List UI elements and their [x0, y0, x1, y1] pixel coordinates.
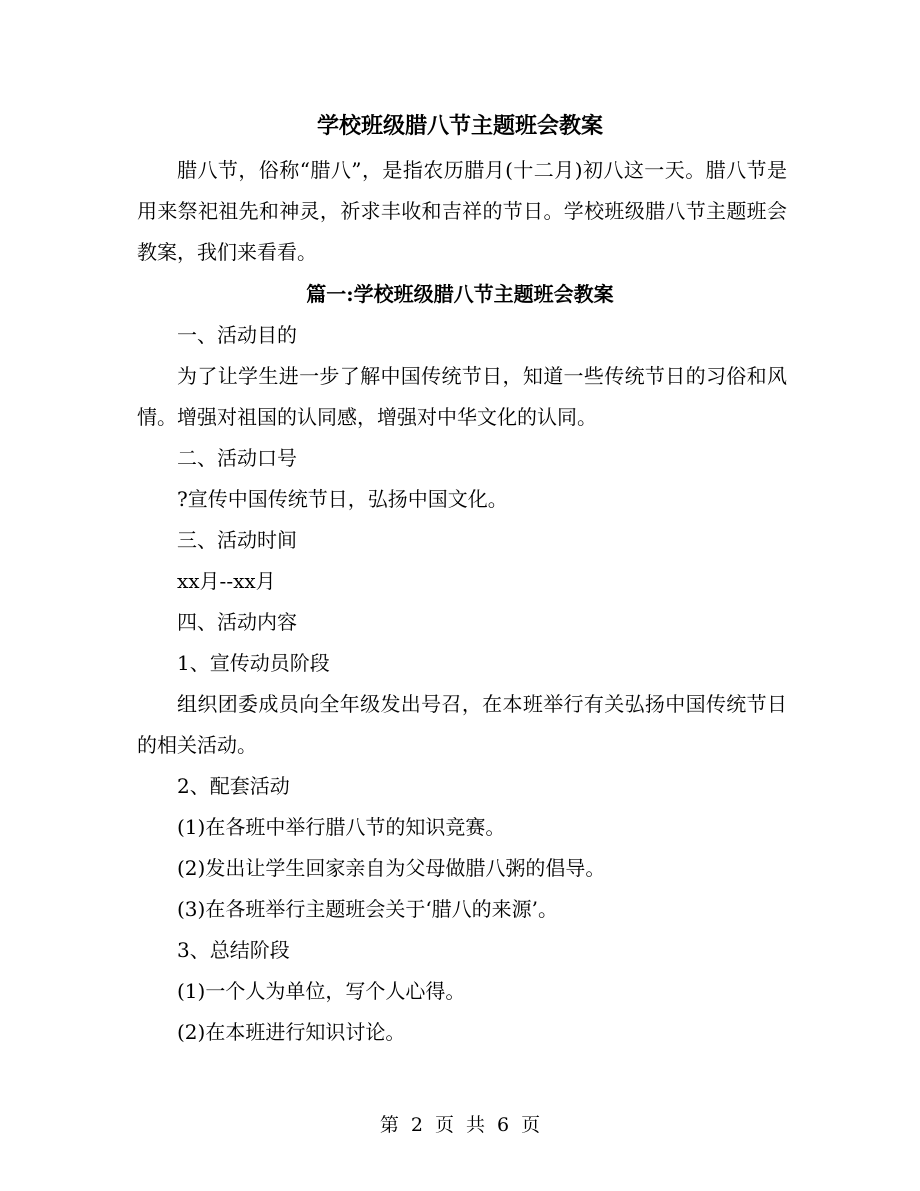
paragraph-heading: 四、活动内容	[177, 610, 297, 634]
paragraph-heading: 一、活动目的	[177, 323, 297, 347]
paragraph: (1)在各班中举行腊八节的知识竞赛。	[177, 815, 506, 839]
paragraph: (2)发出让学生回家亲自为父母做腊八粥的倡导。	[177, 856, 606, 880]
paragraph-heading: 2、配套活动	[177, 774, 290, 798]
section-subtitle: 篇一:学校班级腊八节主题班会教案	[306, 282, 614, 306]
document-body	[137, 315, 787, 1053]
paragraph-heading: 1、宣传动员阶段	[177, 651, 330, 675]
paragraph-heading: 3、总结阶段	[177, 938, 290, 962]
paragraph: ?宣传中国传统节日，弘扬中国文化。	[177, 487, 508, 511]
paragraph-heading: 三、活动时间	[177, 528, 297, 552]
paragraph: 组织团委成员向全年级发出号召，在本班举行有关弘扬中国传统节日的相关活动。	[137, 692, 787, 757]
paragraph: (1)一个人为单位，写个人心得。	[177, 979, 466, 1003]
paragraph: (2)在本班进行知识讨论。	[177, 1020, 406, 1044]
paragraph: xx月--xx月	[177, 569, 276, 593]
paragraph: (3)在各班举行主题班会关于‘腊八的来源’。	[177, 897, 559, 921]
paragraph: 为了让学生进一步了解中国传统节日，知道一些传统节日的习俗和风情。增强对祖国的认同感，增强对中华文化的认同。	[137, 364, 787, 429]
page-number-footer: 第 2 页 共 6 页	[379, 1114, 541, 1136]
paragraph-heading: 二、活动口号	[177, 446, 297, 470]
intro-paragraph: 腊八节，俗称“腊八”，是指农历腊月(十二月)初八这一天。腊八节是用来祭祀祖先和神灵，祈求丰收和吉祥的节日。学校班级腊八节主题班会教案，我们来看看。	[137, 158, 787, 264]
document-title: 学校班级腊八节主题班会教案	[316, 113, 603, 139]
